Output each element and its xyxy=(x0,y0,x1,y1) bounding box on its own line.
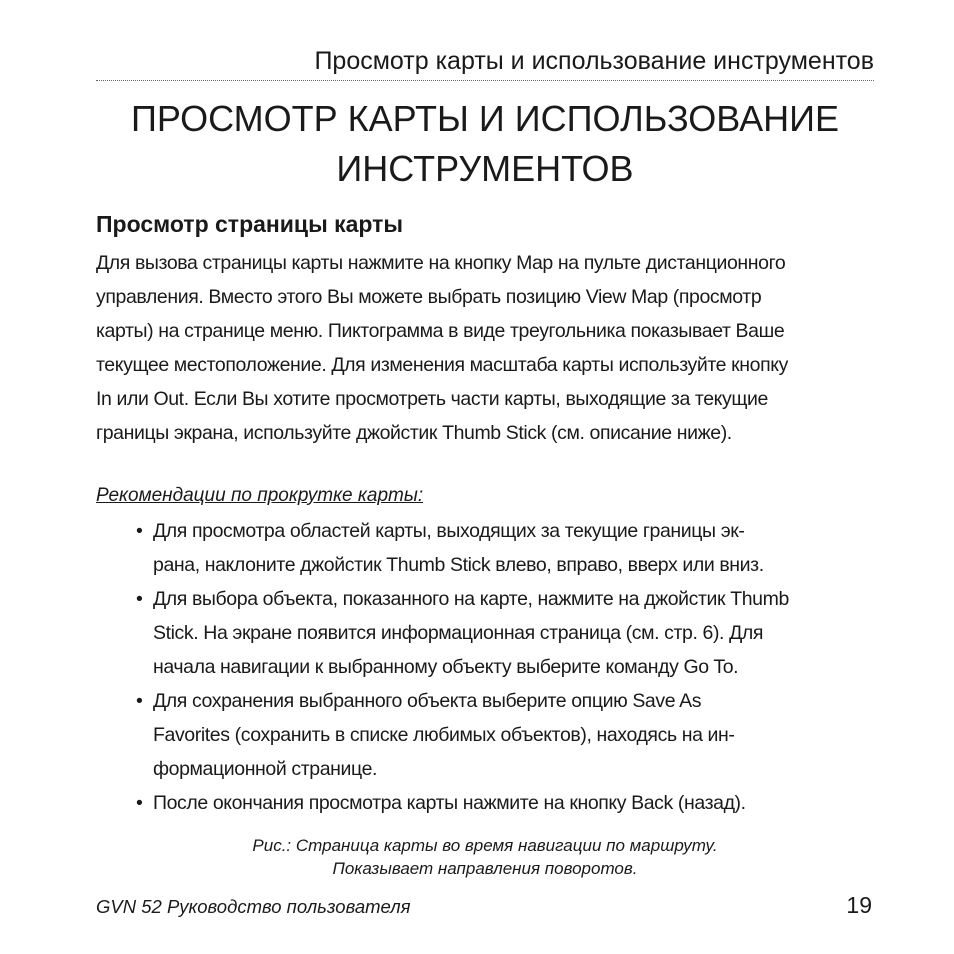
paragraph-line: текущее местоположение. Для изменения масштаба карты используйте кнопку xyxy=(96,354,788,376)
paragraph-line: управления. Вместо этого Вы можете выбрать позицию View Map (просмотр xyxy=(96,286,762,308)
tips-list-item xyxy=(132,582,789,684)
bullet-icon: • xyxy=(136,588,143,610)
running-header: Просмотр карты и использование инструментов xyxy=(314,47,874,75)
page-number: 19 xyxy=(846,892,872,918)
list-item-line: Для сохранения выбранного объекта выберите опцию Save As xyxy=(153,690,702,712)
tips-heading: Рекомендации по прокрутке карты: xyxy=(96,485,424,506)
tips-list-item xyxy=(132,514,789,582)
list-item-line: Stick. На экране появится информационная страница (см. стр. 6). Для xyxy=(153,622,764,644)
paragraph-line: границы экрана, используйте джойстик Thumb Stick (см. описание ниже). xyxy=(96,422,732,444)
list-item-line: После окончания просмотра карты нажмите на кнопку Back (назад). xyxy=(153,792,746,814)
list-item-line: Favorites (сохранить в списке любимых объектов), находясь на ин- xyxy=(153,724,735,746)
bullet-icon: • xyxy=(136,792,143,814)
list-item-line: начала навигации к выбранному объекту выберите команду Go To. xyxy=(153,656,739,678)
footer-manual-title: GVN 52 Руководство пользователя xyxy=(96,896,411,917)
list-item-line: формационной странице. xyxy=(153,758,378,780)
list-item-line: Для выбора объекта, показанного на карте, нажмите на джойстик Thumb xyxy=(153,588,789,610)
paragraph-line: карты) на странице меню. Пиктограмма в виде треугольника показывает Ваше xyxy=(96,320,785,342)
section-heading: Просмотр страницы карты xyxy=(96,211,404,237)
list-item-line: Для просмотра областей карты, выходящих за текущие границы эк- xyxy=(153,520,745,542)
tips-list-item xyxy=(132,684,789,786)
chapter-title-line-2: ИНСТРУМЕНТОВ xyxy=(336,148,634,189)
bullet-icon: • xyxy=(136,690,143,712)
bullet-icon: • xyxy=(136,520,143,542)
chapter-title xyxy=(96,94,874,194)
figure-caption xyxy=(96,834,874,880)
paragraph-line: In или Out. Если Вы хотите просмотреть части карты, выходящие за текущие xyxy=(96,388,768,410)
header-divider xyxy=(96,80,874,81)
figure-caption-line-2: Показывает направления поворотов. xyxy=(332,859,638,878)
tips-list-item xyxy=(132,786,789,820)
figure-caption-line-1: Рис.: Страница карты во время навигации по маршруту. xyxy=(252,836,718,855)
section-paragraph xyxy=(96,246,874,450)
chapter-title-line-1: ПРОСМОТР КАРТЫ И ИСПОЛЬЗОВАНИЕ xyxy=(130,98,840,139)
paragraph-line: Для вызова страницы карты нажмите на кнопку Map на пульте дистанционного xyxy=(96,252,786,274)
tips-list xyxy=(132,514,789,820)
list-item-line: рана, наклоните джойстик Thumb Stick влево, вправо, вверх или вниз. xyxy=(153,554,764,576)
